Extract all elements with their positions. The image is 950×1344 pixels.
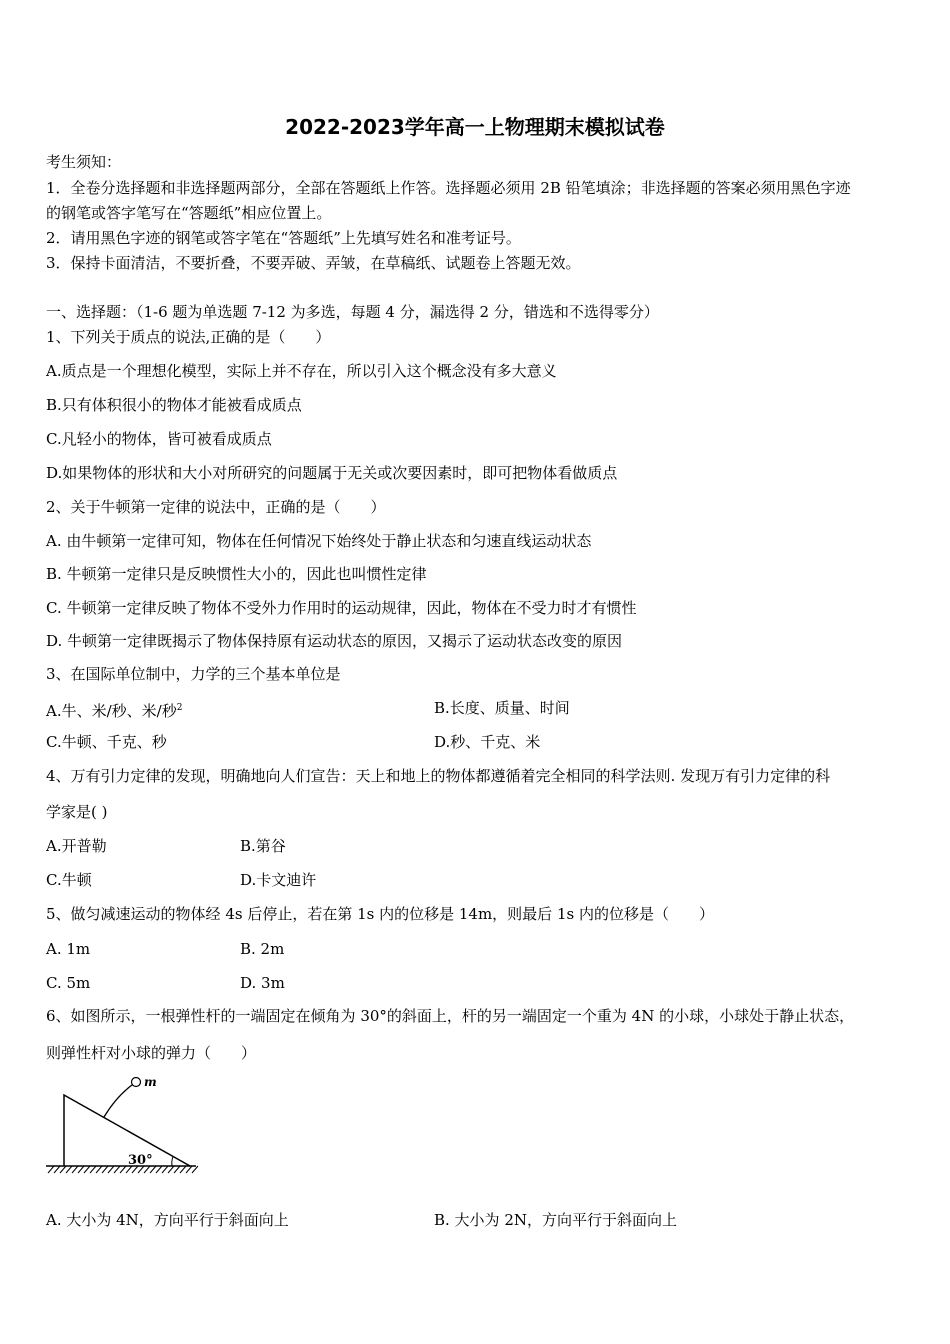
q2-stem: 2、关于牛顿第一定律的说法中，正确的是（ ）	[46, 498, 386, 516]
q2-option-a: A. 由牛顿第一定律可知，物体在任何情况下始终处于静止状态和匀速直线运动状态	[46, 532, 592, 550]
elastic-rod	[104, 1085, 132, 1117]
notice-line-3: 2．请用黑色字迹的钢笔或答字笔在“答题纸”上先填写姓名和准考证号。	[46, 229, 521, 247]
q3-option-c: C.牛顿、千克、秒	[46, 733, 167, 751]
q1-option-d: D.如果物体的形状和大小对所研究的问题属于无关或次要因素时，即可把物体看做质点	[46, 464, 618, 482]
q6-option-b: B. 大小为 2N，方向平行于斜面向上	[434, 1211, 677, 1229]
q1-option-c: C.凡轻小的物体，皆可被看成质点	[46, 430, 272, 448]
ground-hatching	[46, 1166, 198, 1173]
q5-option-d: D. 3m	[240, 974, 285, 992]
q5-option-c: C. 5m	[46, 974, 91, 992]
q5-option-a: A. 1m	[46, 940, 91, 958]
q3-option-d: D.秒、千克、米	[434, 733, 541, 751]
q6-stem-line-2: 则弹性杆对小球的弹力（ ）	[46, 1044, 257, 1062]
q5-stem: 5、做匀减速运动的物体经 4s 后停止，若在第 1s 内的位移是 14m，则最后 1s 内的位移是（ ）	[46, 905, 714, 923]
angle-label: 30°	[128, 1153, 153, 1168]
q6-stem-line-1: 6、如图所示，一根弹性杆的一端固定在倾角为 30°的斜面上，杆的另一端固定一个重为 4N 的小球，小球处于静止状态，	[46, 1007, 855, 1025]
q5-option-b: B. 2m	[240, 940, 285, 958]
q1-stem: 1、下列关于质点的说法,正确的是（ ）	[46, 328, 331, 346]
mass-label: m	[144, 1075, 157, 1089]
page-title: 2022-2023学年高一上物理期末模拟试卷	[285, 115, 665, 139]
q6-option-a: A. 大小为 4N，方向平行于斜面向上	[46, 1211, 289, 1229]
q2-option-d: D. 牛顿第一定律既揭示了物体保持原有运动状态的原因，又揭示了运动状态改变的原因	[46, 632, 623, 650]
q4-option-c: C.牛顿	[46, 871, 92, 889]
notice-line-2: 的钢笔或答字笔写在“答题纸”相应位置上。	[46, 204, 332, 222]
q4-stem-line-1: 4、万有引力定律的发现，明确地向人们宣告：天上和地上的物体都遵循着完全相同的科学法则. 发现万有引力定律的科	[46, 767, 831, 785]
ball	[132, 1078, 141, 1087]
angle-arc	[172, 1157, 173, 1166]
q1-option-b: B.只有体积很小的物体才能被看成质点	[46, 396, 302, 414]
q4-stem-line-2: 学家是( )	[46, 803, 108, 821]
q3-option-a-superscript: 2	[176, 703, 183, 713]
notice-line-1: 1．全卷分选择题和非选择题两部分，全部在答题纸上作答。选择题必须用 2B 铅笔填涂；非选择题的答案必须用黑色字迹	[46, 179, 851, 197]
q4-option-a: A.开普勒	[46, 837, 107, 855]
q4-option-d: D.卡文迪许	[240, 871, 317, 889]
q1-option-a-text: A.质点是一个理想化模型，实际上并不存在，所以引入这个概念没有多大意义	[46, 362, 557, 380]
q2-option-c: C. 牛顿第一定律反映了物体不受外力作用时的运动规律，因此，物体在不受力时才有惯性	[46, 599, 637, 617]
incline-triangle	[64, 1095, 190, 1166]
incline-rod-figure	[44, 1073, 204, 1179]
q3-stem: 3、在国际单位制中，力学的三个基本单位是	[46, 665, 341, 683]
q4-option-b: B.第谷	[240, 837, 286, 855]
q3-option-a-text: A.牛、米/秒、米/秒	[46, 702, 177, 720]
q3-option-a	[46, 698, 182, 721]
q2-option-b: B. 牛顿第一定律只是反映惯性大小的，因此也叫惯性定律	[46, 565, 427, 583]
notice-line-4: 3．保持卡面清洁，不要折叠，不要弄破、弄皱，在草稿纸、试题卷上答题无效。	[46, 254, 581, 272]
q3-option-b: B.长度、质量、时间	[434, 699, 570, 717]
q1-option-a	[46, 361, 557, 381]
notice-heading: 考生须知：	[46, 153, 122, 171]
section-heading: 一、选择题：（1-6 题为单选题 7-12 为多选，每题 4 分，漏选得 2 分，错选和不选得零分）	[46, 303, 659, 321]
